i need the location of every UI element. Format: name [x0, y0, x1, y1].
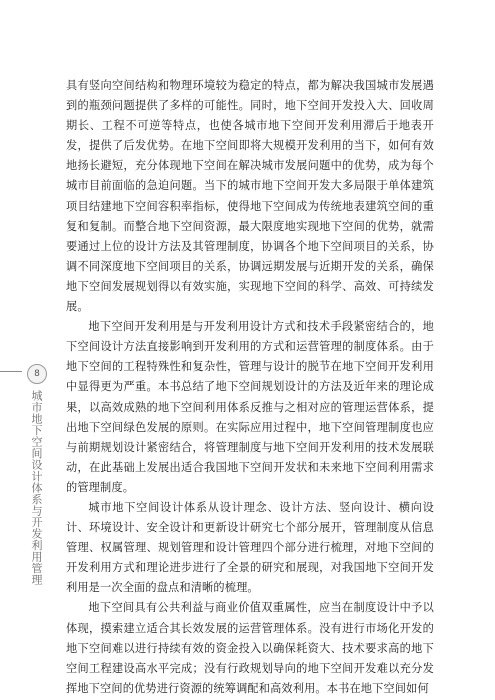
paragraph-3: 城市地下空间设计体系从设计理念、设计方法、竖向设计、横向设计、环境设计、安全设计和更新设计研究七个部分展开，管理制度从信息管理、权属管理、规划管理和设计管理四个部分进行梳理，对地下空间的开发利用方式和理论进步进行了全景的研究和展现，对我国地下空间开发利用是一次全面的盘点和清晰的梳理。 — [66, 500, 434, 595]
margin-rule — [0, 371, 22, 372]
page-number-badge: 8 — [27, 364, 47, 384]
paragraph-2: 地下空间开发利用是与开发利用设计方式和技术手段紧密结合的，地下空间设计方法直接影响到开发利用的方式和运营管理的制度体系。由于地下空间的工程特殊性和复杂性，管理与设计的脱节在地下空间开发利用中显得更为严重。本书总结了地下空间规划设计的方法及近年来的理论成果，以高效成熟的地下空间利用体系反推与之相对应的管理运营体系，提出地下空间绿色发展的原则。在实际应用过程中，地下空间管理制度也应与前期规划设计紧密结合，将管理制度与地下空间开发利用的技术发展联动，在此基础上发展出适合我国地下空间开发状和未来地下空间利用需求的管理制度。 — [66, 320, 434, 494]
running-title: 城市地下空间设计体系与开发利用管理 — [30, 390, 43, 586]
paragraph-4: 地下空间具有公共利益与商业价值双重属性，应当在制度设计中予以体现，摸索建立适合其长效发展的运营管理体系。没有进行市场化开发的地下空间难以进行持续有效的资金投入以确保耗资大、技术要求高的地下空间工程建设高水平完成；没有行政规划导向的地下空间开发难以充分发挥地下空间的优势进行资源的统筹调配和高效利用。本书在地下空间如何 — [66, 601, 434, 695]
paragraph-1: 具有竖向空间结构和物理环境较为稳定的特点，都为解决我国城市发展遇到的瓶颈问题提供了多样的可能性。同时，地下空间开发投入大、回收周期长、工程不可逆等特点，也使各城市地下空间开发利用滞后于地表开发，提供了后发优势。在地下空间即将大规模开发利用的当下，如何有效地扬长避短，充分体现地下空间在解决城市发展问题中的优势，成为每个城市目前面临的急迫问题。当下的城市地下空间开发大多局限于单体建筑项目结建地下空间容积率指标，使得地下空间成为传统地表建筑空间的重复和复制。而整合地下空间资源，最大限度地实现地下空间的优势，就需要通过上位的设计方法及其管理制度，协调各个地下空间项目的关系，协调不同深度地下空间项目的关系，协调远期发展与近期开发的关系，确保地下空间发展规划得以有效实施，实现地下空间的科学、高效、可持续发展。 — [66, 79, 434, 314]
body-text — [66, 76, 434, 699]
